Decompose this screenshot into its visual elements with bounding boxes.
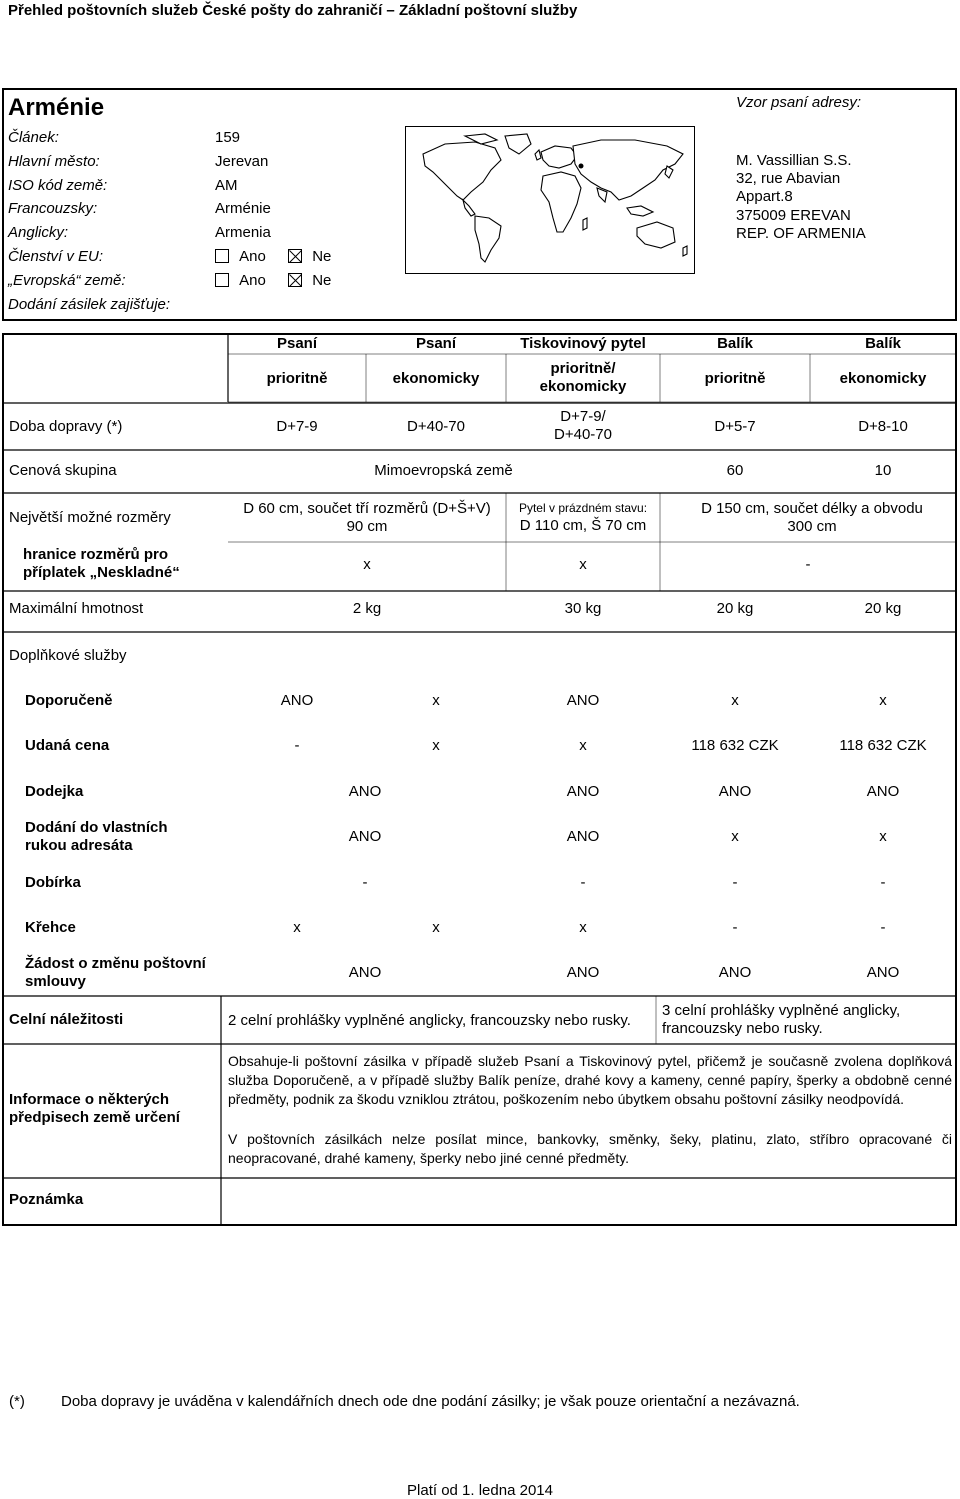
price-group-zone: Mimoevropská země <box>374 462 513 479</box>
europe-yes-label: Ano <box>239 272 266 289</box>
extra-declared-parcel-2: 118 632 CZK <box>839 737 927 754</box>
extra-fragile-parcel-2: - <box>880 919 886 936</box>
extra-change-parcel-2: ANO <box>866 964 900 981</box>
field-label-french: Francouzsky: <box>8 200 98 217</box>
bulky-letters: x <box>363 556 371 573</box>
european-country-label: „Evropská“ země: <box>8 272 126 289</box>
extra-declared-parcel-1: 118 632 CZK <box>691 737 779 754</box>
max-weight-label: Maximální hmotnost <box>9 600 144 617</box>
extra-personal-parcel-2: x <box>879 828 887 845</box>
extra-cod-printed-bag: - <box>580 874 586 891</box>
extra-receipt-printed-bag: ANO <box>566 783 600 800</box>
col-subheader-parcel-1: prioritně <box>704 370 766 387</box>
extra-fragile-letter-2: x <box>432 919 440 936</box>
extra-personal-letters: ANO <box>348 828 382 845</box>
extra-personal-printed-bag: ANO <box>566 828 600 845</box>
extra-personal-delivery-label: Dodání do vlastních rukou adresáta <box>25 819 168 854</box>
country-name: Arménie <box>8 94 105 121</box>
extra-receipt-letters: ANO <box>348 783 382 800</box>
field-value-french: Arménie <box>215 200 271 217</box>
eu-membership-label: Členství v EU: <box>8 248 104 265</box>
address-line-3: Appart.8 <box>736 188 793 205</box>
customs-parcels: 3 celní prohlášky vyplněné anglicky, francouzsky nebo rusky. <box>662 1002 901 1037</box>
field-label-capital: Hlavní město: <box>8 153 100 170</box>
eu-no-label: Ne <box>312 248 332 265</box>
extra-receipt-parcel-1: ANO <box>718 783 752 800</box>
col-header-letter-2: Psaní <box>415 335 457 352</box>
extra-registered-letter-2: x <box>432 692 440 709</box>
extra-declared-letter-2: x <box>432 737 440 754</box>
extra-declared-letter-1: - <box>294 737 300 754</box>
transport-letter-2: D+40-70 <box>407 418 465 435</box>
transport-printed-bag: D+7-9/ D+40-70 <box>554 408 612 443</box>
extra-fragile-label: Křehce <box>25 919 76 936</box>
col-header-printed-bag: Tiskovinový pytel <box>520 335 646 352</box>
field-value-iso: AM <box>215 177 238 194</box>
max-weight-letters: 2 kg <box>352 600 382 617</box>
field-value-english: Armenia <box>215 224 271 241</box>
col-subheader-letter-2: ekonomicky <box>392 370 480 387</box>
europe-no-label: Ne <box>312 272 332 289</box>
max-weight-printed-bag: 30 kg <box>564 600 602 617</box>
col-header-parcel-1: Balík <box>717 335 753 352</box>
col-header-parcel-2: Balík <box>865 335 901 352</box>
delivery-provider-label: Dodání zásilek zajišťuje: <box>8 296 171 313</box>
bulky-limit-label: hranice rozměrů pro příplatek „Neskladné“ <box>23 546 180 581</box>
max-weight-parcel-2: 20 kg <box>864 600 902 617</box>
extra-change-letters: ANO <box>348 964 382 981</box>
price-group-parcel-1: 60 <box>726 462 744 479</box>
address-line-1: M. Vassillian S.S. <box>736 152 852 169</box>
extra-personal-parcel-1: x <box>731 828 739 845</box>
extra-fragile-printed-bag: x <box>579 919 587 936</box>
max-dimensions-parcel: D 150 cm, součet délky a obvodu 300 cm <box>701 500 923 535</box>
field-label-english: Anglicky: <box>8 224 69 241</box>
regulations-paragraph-1: Obsahuje-li poštovní zásilka v případě služeb Psaní a Tiskovinový pytel, přičemž je současně zvolena doplňková služba Doporučeně, a v případě služby Balík peníze, drahé kovy a kameny, cenné papíry, šperky a obdobně cenné předměty, podnik za škodu vzniklou ztrátou, poškozením nebo úbytkem obsahu poštovní zásilky neodpovídá. <box>228 1053 952 1107</box>
extra-delivery-receipt-label: Dodejka <box>25 783 84 800</box>
extra-services-title: Doplňkové služby <box>9 647 127 664</box>
document-title: Přehled poštovních služeb České pošty do zahraničí – Základní poštovní služby <box>8 2 578 19</box>
max-dimensions-bag-note: Pytel v prázdném stavu: <box>518 501 648 515</box>
extra-declared-printed-bag: x <box>579 737 587 754</box>
address-line-5: REP. OF ARMENIA <box>736 225 866 242</box>
bulky-printed-bag: x <box>579 556 587 573</box>
transport-time-label: Doba dopravy (*) <box>9 418 123 435</box>
customs-letters: 2 celní prohlášky vyplněné anglicky, francouzsky nebo rusky. <box>228 1012 631 1029</box>
field-value-capital: Jerevan <box>215 153 269 170</box>
extra-change-parcel-1: ANO <box>718 964 752 981</box>
transport-letter-1: D+7-9 <box>276 418 318 435</box>
address-line-2: 32, rue Abavian <box>736 170 841 187</box>
max-dimensions-bag: D 110 cm, Š 70 cm <box>519 517 647 534</box>
field-label-article: Článek: <box>8 129 59 146</box>
extra-fragile-letter-1: x <box>293 919 301 936</box>
extra-registered-parcel-2: x <box>879 692 887 709</box>
col-subheader-parcel-2: ekonomicky <box>839 370 927 387</box>
valid-from: Platí od 1. ledna 2014 <box>407 1482 553 1499</box>
extra-declared-value-label: Udaná cena <box>25 737 110 754</box>
extra-receipt-parcel-2: ANO <box>866 783 900 800</box>
price-group-label: Cenová skupina <box>9 462 117 479</box>
extra-cod-parcel-1: - <box>732 874 738 891</box>
footnote-mark: (*) <box>9 1393 25 1410</box>
footnote-text: Doba dopravy je uváděna v kalendářních dnech ode dne podání zásilky; je však pouze orientační a nezávazná. <box>61 1393 800 1410</box>
extra-cod-label: Dobírka <box>25 874 81 891</box>
regulations-paragraph-2: V poštovních zásilkách nelze posílat mince, bankovky, směnky, šeky, platinu, zlato, stříbro opracované či neopracované, drahé kameny, šperky nebo jiné cenné předměty. <box>228 1131 952 1166</box>
field-value-article: 159 <box>215 129 241 146</box>
price-group-parcel-2: 10 <box>874 462 892 479</box>
eu-yes-label: Ano <box>239 248 266 265</box>
max-weight-parcel-1: 20 kg <box>716 600 754 617</box>
col-header-letter-1: Psaní <box>276 335 318 352</box>
extra-change-printed-bag: ANO <box>566 964 600 981</box>
extra-contract-change-label: Žádost o změnu poštovní smlouvy <box>25 955 206 990</box>
address-sample-title: Vzor psaní adresy: <box>736 94 862 111</box>
col-subheader-printed-bag: prioritně/ ekonomicky <box>539 360 627 395</box>
extra-cod-letters: - <box>362 874 368 891</box>
extra-registered-parcel-1: x <box>731 692 739 709</box>
field-label-iso: ISO kód země: <box>8 177 108 194</box>
customs-label: Celní náležitosti <box>9 1011 124 1028</box>
extra-fragile-parcel-1: - <box>732 919 738 936</box>
bulky-parcel: - <box>805 556 811 573</box>
max-dimensions-letters: D 60 cm, součet tří rozměrů (D+Š+V) 90 cm <box>243 500 491 535</box>
extra-registered-label: Doporučeně <box>25 692 113 709</box>
extra-registered-printed-bag: ANO <box>566 692 600 709</box>
extra-cod-parcel-2: - <box>880 874 886 891</box>
transport-parcel-2: D+8-10 <box>858 418 908 435</box>
col-subheader-letter-1: prioritně <box>266 370 328 387</box>
note-label: Poznámka <box>9 1191 84 1208</box>
country-regulations-label: Informace o některých předpisech země určení <box>9 1091 180 1126</box>
address-line-4: 375009 EREVAN <box>736 207 851 224</box>
max-dimensions-label: Největší možné rozměry <box>9 509 171 526</box>
transport-parcel-1: D+5-7 <box>714 418 756 435</box>
extra-registered-letter-1: ANO <box>280 692 314 709</box>
